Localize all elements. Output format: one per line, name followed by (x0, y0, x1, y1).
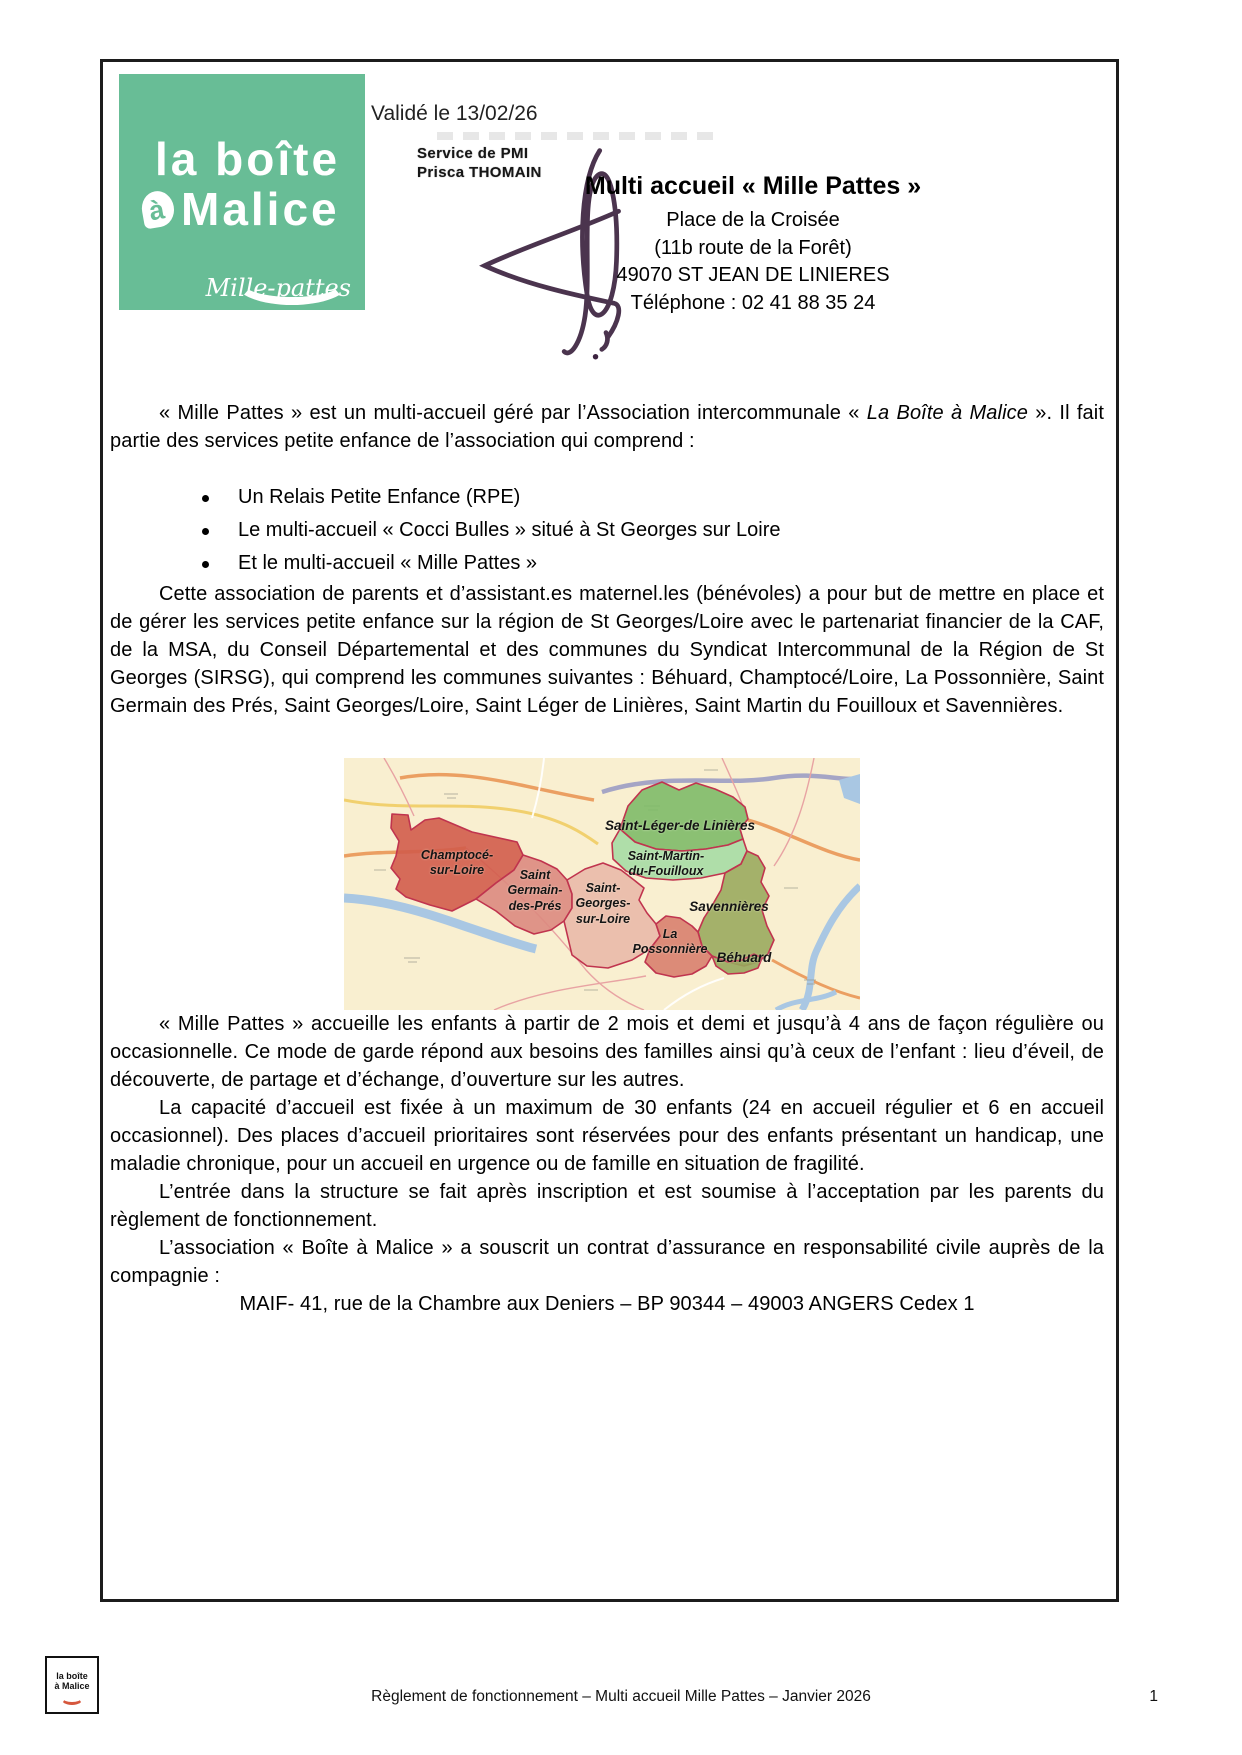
stamp-line1: Service de PMI (417, 145, 529, 162)
address-line-3: 49070 ST JEAN DE LINIERES (616, 264, 890, 286)
communes-map (344, 758, 860, 1010)
address-line-4: Téléphone : 02 41 88 35 24 (630, 291, 876, 314)
map-label-champtoce: Champtocé- sur-Loire (420, 847, 494, 877)
title-block (433, 172, 1073, 317)
services-list (110, 481, 1104, 580)
map-label-st-germain: Saint Germain- des-Prés (507, 868, 563, 913)
address-line-2: (11b route de la Forêt) (654, 236, 852, 259)
intro-pre: « Mille Pattes » est un multi-accueil géré par l’Association intercommunale « (159, 402, 867, 424)
document-body (110, 399, 1104, 1318)
paragraph-entree: L’entrée dans la structure se fait après inscription et est soumise à l’acceptation par les parents du règlement de fonctionnement. (110, 1181, 1104, 1231)
paragraph-maif-address: MAIF- 41, rue de la Chambre aux Deniers – BP 90344 – 49003 ANGERS Cedex 1 (239, 1293, 975, 1315)
association-logo (119, 74, 365, 310)
map-label-la-possonniere: La Possonnière (632, 926, 708, 956)
list-item: Le multi-accueil « Cocci Bulles » situé à St Georges sur Loire (110, 514, 1104, 547)
list-item: Et le multi-accueil « Mille Pattes » (110, 547, 1104, 580)
map-label-behuard: Béhuard (716, 949, 772, 965)
logo-text-line2 (143, 182, 340, 236)
logo-text-malice: Malice (181, 183, 340, 235)
logo-accent-leaf: à (139, 189, 177, 230)
paragraph-accueil: « Mille Pattes » accueille les enfants à partir de 2 mois et demi et jusqu’à 4 ans de façon régulière ou occasionnelle. Ce mode de garde répond aux besoins des familles ainsi qu’à ceux de l’enfant : lieu d’éveil, de découverte, de partage et d’échange, d’ouverture sur les autres. (110, 1013, 1104, 1091)
paragraph-intro (110, 399, 1104, 455)
footer-title: Règlement de fonctionnement – Multi accueil Mille Pattes – Janvier 2026 (371, 1688, 871, 1705)
paragraph-association: Cette association de parents et d’assistant.es maternel.les (bénévoles) a pour but de mettre en place et de gérer les services petite enfance sur la région de St Georges/Loire avec le partenariat financier de la CAF, de la MSA, du Conseil Départemental et des communes du Syndicat Intercommunal de la Région de St Georges (SIRSG), qui comprend les communes suivantes : Béhuard, Champtocé/Loire, La Possonnière, Saint Germain des Prés, Saint Georges/Loire, Saint Léger de Linières, Saint Martin du Fouilloux et Savennières. (110, 583, 1104, 717)
paragraph-assurance: L’association « Boîte à Malice » a souscrit un contrat d’assurance en responsabilité civile auprès de la compagnie : (110, 1237, 1104, 1287)
address-line-1: Place de la Croisée (666, 209, 840, 231)
intro-association-name: La Boîte à Malice (866, 402, 1028, 424)
map-label-st-leger: Saint-Léger-de Linières (604, 817, 756, 833)
paragraph-capacite: La capacité d’accueil est fixée à un maximum de 30 enfants (24 en accueil régulier et 6 en accueil occasionnel). Des places d’accueil prioritaires sont réservées pour des enfants présentant un handicap, une maladie chronique, pour un accueil en urgence ou de famille en situation de fragilité. (110, 1097, 1104, 1175)
document-title: Multi accueil « Mille Pattes » (584, 172, 922, 200)
footer-logo-line1: la boîte (56, 1671, 88, 1681)
intro-post: ». Il fait partie des services petite enfance de l’association qui comprend : (110, 402, 1104, 452)
content-border (100, 59, 1119, 1602)
validation-date: Validé le 13/02/26 (371, 102, 538, 125)
map-label-st-georges: Saint- Georges- sur-Loire (575, 881, 631, 926)
map-label-savennieres: Savennières (689, 898, 769, 914)
logo-tagline: Mille-pattes (205, 274, 351, 302)
footer-logo-line2: à Malice (54, 1681, 90, 1691)
communes-map-image (344, 758, 860, 1010)
page-number: 1 (1149, 1688, 1158, 1705)
logo-text-line1: la boîte (155, 133, 341, 185)
stamp-line2: Prisca THOMAIN (417, 164, 542, 181)
map-label-st-martin: Saint-Martin- du-Fouilloux (627, 848, 705, 878)
list-item: Un Relais Petite Enfance (RPE) (110, 481, 1104, 514)
